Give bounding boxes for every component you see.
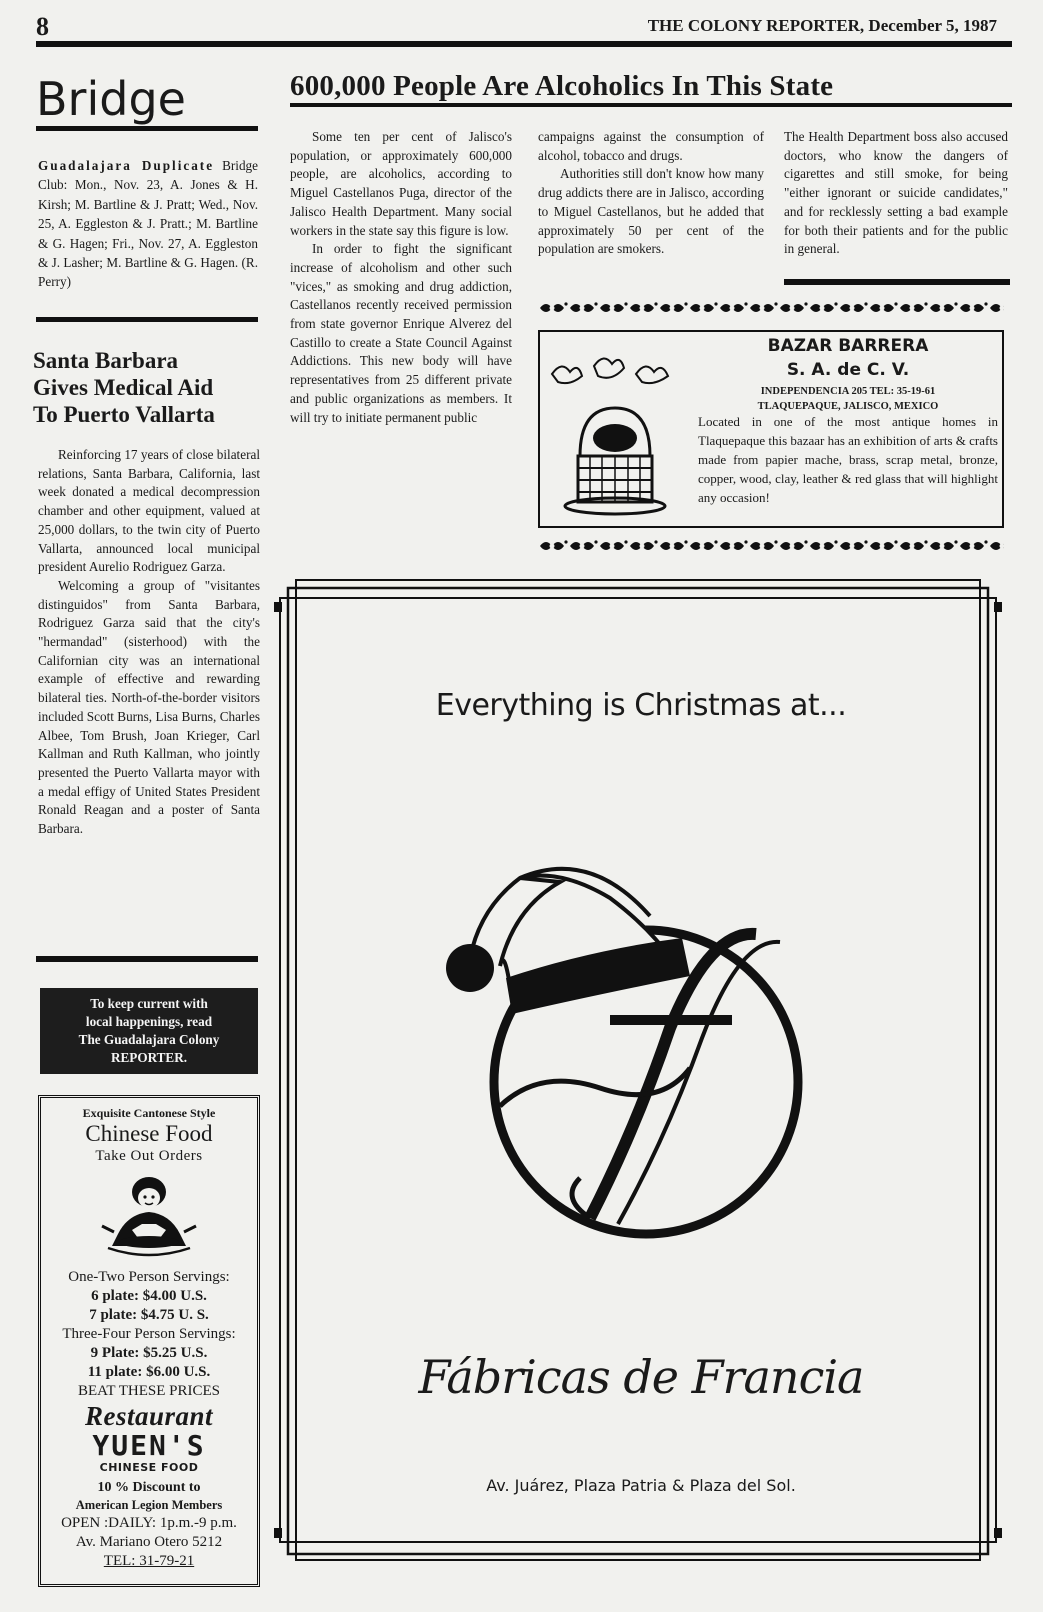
article-paragraph: Some ten per cent of Jalisco's population, or approximately 600,000 people, are alcoholics, according to Miguel Castellanos Puga, director of the Jalisco Health Department. Many social workers in the state say this figure is low. xyxy=(290,129,512,238)
holly-border-icon xyxy=(538,536,1004,556)
article-paragraph: Reinforcing 17 years of close bilateral relations, Santa Barbara, California, last week donated a medical decompression chamber and other equipment, valued at 25,000 dollars, to the twin city of Puerto Vallarta, announced local municipal president Aurelio Rodriguez Garza. xyxy=(38,447,260,575)
christmas-ad-headline: Everything is Christmas at... xyxy=(435,688,847,723)
promo-line: The Guadalajara Colony xyxy=(78,1032,220,1047)
santa-barbara-article xyxy=(38,446,260,839)
headline-rule xyxy=(290,103,1012,107)
subscription-promo xyxy=(40,988,258,1074)
price-line: 9 Plate: $5.25 U.S. xyxy=(90,1345,208,1361)
bridge-lead: Guadalajara Duplicate xyxy=(38,158,215,173)
holly-border-icon xyxy=(538,298,1004,318)
promo-line: To keep current with xyxy=(90,996,208,1011)
article-paragraph: In order to fight the significant increase of alcoholism and other such "vices," as smoking and drug addiction, Castellanos recently received permission from state governor Enrique Alverez del Castillo to create a State Council Against Addictions. This new body will have representatives from 25 different private and public organizations as members. It will try to initiate permanent public xyxy=(290,241,512,425)
doves-illustration-icon xyxy=(548,352,678,398)
promo-line: REPORTER. xyxy=(110,1050,188,1065)
gift-basket-icon xyxy=(560,404,670,516)
price-line: One-Two Person Servings: xyxy=(68,1269,230,1285)
article-column-3 xyxy=(784,128,1008,259)
restaurant-address: Av. Mariano Otero 5212 xyxy=(75,1534,223,1550)
bridge-results-text: Bridge Club: Mon., Nov. 23, A. Jones & H. Kirsh; M. Bartline & J. Pratt; Wed., Nov. 25, A. Eggleston & J. Pratt.; M. Bartline & G. Hagen; Fri., Nov. 27, A. Eggleston & J. Lasher; M. Bartline & G. Hagen. (R. Perry) xyxy=(38,158,259,290)
price-line: 11 plate: $6.00 U.S. xyxy=(87,1364,211,1380)
bazar-address-line: INDEPENDENCIA 205 TEL: 35-19-61 xyxy=(760,386,936,397)
chef-illustration-icon xyxy=(94,1172,204,1264)
bazar-address-line: TLAQUEPAQUE, JALISCO, MEXICO xyxy=(757,401,939,412)
page-number: 8 xyxy=(36,12,49,41)
promo-line: local happenings, read xyxy=(85,1014,213,1029)
store-name-logo: Fábricas de Francia xyxy=(418,1350,864,1404)
restaurant-name-logo: YUEN'S xyxy=(92,1429,206,1462)
discount-line: American Legion Members xyxy=(75,1498,223,1512)
headline-line: Gives Medical Aid xyxy=(33,375,214,400)
ad-title: Chinese Food xyxy=(85,1121,213,1146)
bazar-description: Located in one of the most antique homes in Tlaquepaque this bazaar has an exhibition of arts & crafts made from papier mache, brass, scrap metal, bronze, copper, wood, clay, leather & red glass that will highlight any occasion! xyxy=(698,414,998,505)
cuisine-label: CHINESE FOOD xyxy=(99,1461,199,1474)
store-locations: Av. Juárez, Plaza Patria & Plaza del Sol. xyxy=(486,1476,796,1495)
yuens-restaurant-ad xyxy=(38,1095,260,1587)
section-rule xyxy=(36,956,258,962)
article-paragraph: campaigns against the consumption of alcohol, tobacco and drugs. xyxy=(538,129,764,163)
bazar-address xyxy=(690,384,1006,414)
bridge-heading: Bridge xyxy=(36,72,186,126)
restaurant-phone: TEL: 31-79-21 xyxy=(103,1553,195,1569)
ad-tagline: Exquisite Cantonese Style xyxy=(82,1106,216,1120)
bazar-name: BAZAR BARRERA xyxy=(767,336,929,356)
article-paragraph: Authorities still don't know how many drug addicts there are in Jalisco, according to Miguel Castellanos, but he added that approximately 50 per cent of the population are smokers. xyxy=(538,166,764,257)
discount-line: 10 % Discount to xyxy=(97,1480,201,1495)
newspaper-masthead: THE COLONY REPORTER, December 5, 1987 xyxy=(647,16,997,35)
article-column-1 xyxy=(290,128,512,427)
santa-barbara-headline xyxy=(33,347,263,428)
price-line: 6 plate: $4.00 U.S. xyxy=(91,1288,207,1304)
price-line: 7 plate: $4.75 U. S. xyxy=(89,1307,209,1323)
article-paragraph: Welcoming a group of "visitantes distinguidos" from Santa Barbara, Rodriguez Garza said that the city's "hermandad" (sisterhood) with the Californian city was an international example of effective and rewarding bilateral ties. North-of-the-border visitors included Scott Burns, Lisa Burns, Charles Albee, Tom Brush, Joan Krieger, Carl Kallman and Ruth Kallman, who jointly presented the Puerto Vallarta mayor with a medal effigy of United States President Ronald Reagan and a poster of Santa Barbara. xyxy=(38,577,260,837)
price-line: Three-Four Person Servings: xyxy=(62,1326,236,1342)
opening-hours: OPEN :DAILY: 1p.m.-9 p.m. xyxy=(61,1515,237,1531)
bazar-company-suffix: S. A. de C. V. xyxy=(786,360,910,380)
article-paragraph: The Health Department boss also accused doctors, who know the dangers of cigarettes and still smoke, for being "either ignorant or suicide candidates," and for recklessly setting a bad example for both their patients and for the public in general. xyxy=(784,129,1008,257)
article-column-2 xyxy=(538,128,764,259)
section-rule xyxy=(36,317,258,322)
santa-hat-monogram-logo xyxy=(440,838,840,1258)
bridge-rule xyxy=(36,126,258,131)
restaurant-label: Restaurant xyxy=(84,1401,214,1431)
masthead-rule xyxy=(36,41,1012,47)
ad-subtitle: Take Out Orders xyxy=(95,1148,203,1164)
bridge-results xyxy=(38,156,258,292)
headline-line: Santa Barbara xyxy=(33,348,179,373)
alcohol-article-headline: 600,000 People Are Alcoholics In This State xyxy=(290,70,834,102)
price-line: BEAT THESE PRICES xyxy=(78,1383,220,1399)
column-rule xyxy=(784,279,1010,285)
headline-line: To Puerto Vallarta xyxy=(33,402,215,427)
